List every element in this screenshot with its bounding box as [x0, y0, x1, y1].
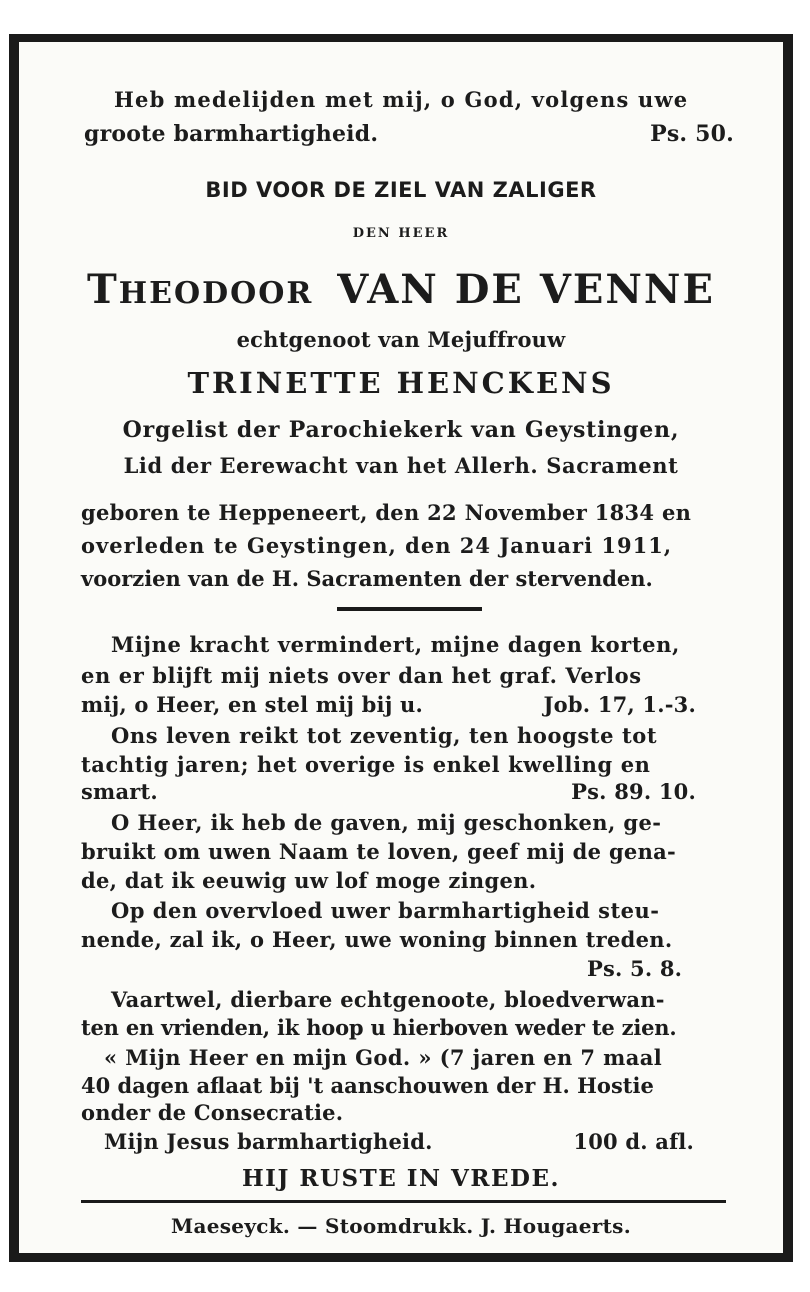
divider-short [337, 607, 482, 611]
role-line: Lid der Eerewacht van het Allerh. Sacrament [123, 453, 679, 478]
verse-line: Op den overvloed uwer barmhartigheid steu- [111, 898, 660, 923]
verse-line-with-ref [81, 692, 696, 717]
verse-line: en er blijft mij niets over dan het graf. Verlos [81, 663, 642, 688]
verse-line: de, dat ik eeuwig uw lof moge zingen. [81, 868, 537, 893]
verse-line: nende, zal ik, o Heer, uwe woning binnen treden. [81, 927, 673, 952]
farewell-line: Vaartwel, dierbare echtgenoote, bloedverwan- [111, 987, 665, 1012]
verse-text: mij, o Heer, en stel mij bij u. [81, 692, 424, 717]
prayer-text: Mijn Jesus barmhartigheid. [104, 1129, 433, 1154]
life-line: voorzien van de H. Sacramenten der stervenden. [81, 566, 653, 591]
deceased-surname: VAN DE VENNE [337, 266, 715, 313]
role-line: Orgelist der Parochiekerk van Geystingen, [122, 417, 680, 443]
memorial-card [9, 34, 793, 1262]
indulgence-line: 40 dagen aflaat bij 't aanschouwen der H. Hostie [81, 1073, 654, 1098]
deceased-first-initial: T [87, 266, 119, 313]
prayer-line [104, 1129, 694, 1154]
deceased-name [19, 266, 783, 313]
indulgence-days: 100 d. afl. [573, 1129, 694, 1154]
verse-reference: Job. 17, 1.-3. [543, 692, 696, 717]
header-quote-line1: Heb medelijden met mij, o God, volgens uwe [114, 87, 689, 112]
verse-line: Ons leven reikt tot zeventig, ten hoogste tot [111, 723, 658, 748]
indulgence-line: onder de Consecratie. [81, 1100, 344, 1125]
life-line: overleden te Geystingen, den 24 Januari 1911, [81, 533, 673, 558]
printer-credit: Maeseyck. — Stoomdrukk. J. Hougaerts. [171, 1214, 631, 1238]
deceased-first-rest: HEODOOR [118, 276, 314, 311]
header-quote-line2 [84, 121, 734, 147]
header-quote-text: groote barmhartigheid. [84, 121, 379, 147]
verse-line: Mijne kracht vermindert, mijne dagen korten, [111, 632, 680, 657]
life-line: geboren te Heppeneert, den 22 November 1834 en [81, 500, 692, 525]
header-quote-ref: Ps. 50. [650, 121, 734, 147]
verse-line: O Heer, ik heb de gaven, mij geschonken, ge- [111, 810, 662, 835]
verse-reference: Ps. 5. 8. [587, 956, 683, 981]
divider-long [81, 1200, 726, 1203]
verse-reference: Ps. 89. 10. [571, 779, 696, 804]
spouse-intro: echtgenoot van Mejuffrouw [236, 327, 566, 352]
verse-line: tachtig jaren; het overige is enkel kwelling en [81, 752, 651, 777]
spouse-name: TRINETTE HENCKENS [187, 366, 615, 400]
verse-line: bruikt om uwen Naam te loven, geef mij de gena- [81, 839, 677, 864]
verse-text: smart. [81, 779, 158, 804]
den-heer-label: DEN HEER [352, 226, 450, 241]
indulgence-line: « Mijn Heer en mijn God. » (7 jaren en 7 maal [104, 1045, 663, 1070]
bid-heading: BID VOOR DE ZIEL VAN ZALIGER [205, 178, 597, 202]
farewell-line: ten en vrienden, ik hoop u hierboven weder te zien. [81, 1015, 677, 1040]
verse-line-with-ref [81, 779, 696, 804]
rip-heading: HIJ RUSTE IN VREDE. [241, 1165, 561, 1192]
